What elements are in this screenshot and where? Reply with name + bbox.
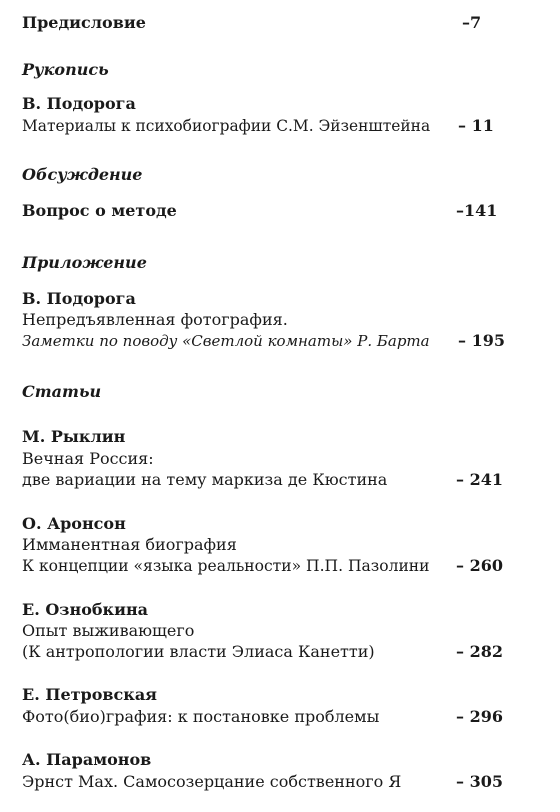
- entry-author: Е. Петровская: [22, 685, 157, 704]
- preface-title: Предисловие: [22, 13, 146, 32]
- section-heading-manuscript: Рукопись: [22, 60, 109, 79]
- entry-title: (К антропологии власти Элиаса Канетти): [22, 642, 375, 661]
- entry-title: две вариации на тему маркиза де Кюстина: [22, 470, 388, 489]
- entry-page: – 195: [458, 331, 505, 350]
- entry-page: – 260: [456, 556, 503, 575]
- entry-title: К концепции «языка реальности» П.П. Пазолини: [22, 557, 430, 575]
- preface-page: –7: [462, 13, 482, 32]
- entry-page: – 241: [456, 470, 503, 489]
- entry-author: В. Подорога: [22, 94, 136, 113]
- entry-author: Е. Ознобкина: [22, 600, 149, 619]
- entry-page: – 282: [456, 642, 503, 661]
- entry-title: Материалы к психобиографии С.М. Эйзенштейна: [22, 117, 431, 135]
- entry-title: Эрнст Мах. Самосозерцание собственного Я: [22, 772, 402, 791]
- entry-title: Непредъявленная фотография.: [22, 310, 288, 329]
- entry-subtitle: Заметки по поводу «Светлой комнаты» Р. Барта: [22, 332, 430, 350]
- entry-title: Вечная Россия:: [22, 449, 154, 468]
- entry-page: –141: [456, 201, 498, 220]
- entry-title: Имманентная биография: [22, 535, 237, 554]
- entry-author: О. Аронсон: [22, 514, 126, 533]
- section-heading-articles: Статьи: [22, 382, 102, 401]
- section-heading-discussion: Обсуждение: [22, 165, 143, 184]
- entry-page: – 305: [456, 772, 503, 791]
- entry-title: Вопрос о методе: [22, 201, 177, 220]
- entry-page: – 296: [456, 707, 503, 726]
- entry-title: Опыт выживающего: [22, 621, 195, 640]
- entry-author: А. Парамонов: [22, 750, 152, 769]
- section-heading-appendix: Приложение: [22, 253, 147, 272]
- entry-author: В. Подорога: [22, 289, 136, 308]
- entry-page: – 11: [458, 116, 494, 135]
- entry-title: Фото(био)графия: к постановке проблемы: [22, 707, 380, 726]
- entry-author: М. Рыклин: [22, 427, 126, 446]
